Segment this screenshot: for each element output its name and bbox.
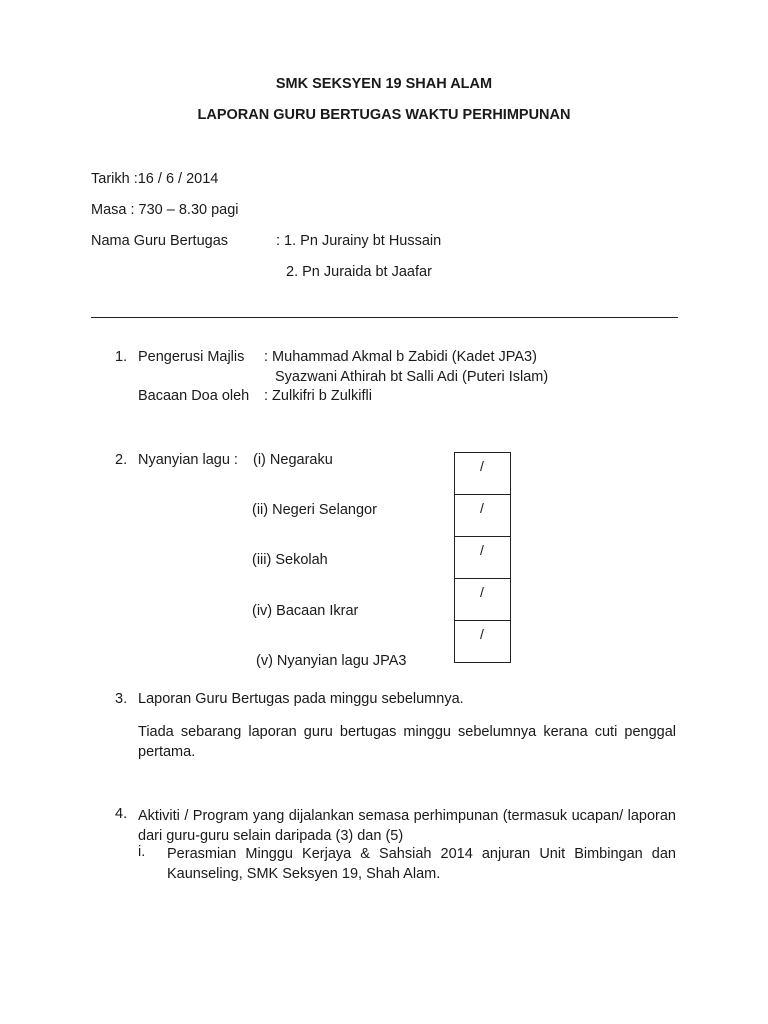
chair-name-1: : Muhammad Akmal b Zabidi (Kadet JPA3)	[264, 349, 537, 365]
song-item: (iii) Sekolah	[252, 552, 328, 568]
checklist-cell	[455, 579, 510, 621]
item-1-number: 1.	[115, 349, 128, 365]
chair-label: Pengerusi Majlis	[138, 349, 245, 365]
check-mark: /	[480, 458, 484, 474]
checklist-cell	[455, 537, 510, 579]
teachers-label: Nama Guru Bertugas	[91, 233, 229, 249]
item-4-title: Aktiviti / Program yang dijalankan semasa perhimpunan (termasuk ucapan/ laporan dari guru-guru selain daripada (3) dan (5)	[138, 808, 676, 844]
song-item: (i) Negaraku	[253, 452, 333, 468]
checklist-cell	[455, 495, 510, 537]
report-title: LAPORAN GURU BERTUGAS WAKTU PERHIMPUNAN	[197, 107, 571, 123]
teacher-2: 2. Pn Juraida bt Jaafar	[286, 264, 432, 280]
checklist-cell	[455, 453, 510, 495]
item-3-number: 3.	[115, 691, 128, 707]
checklist-cell	[455, 621, 510, 663]
prayer-name: : Zulkifri b Zulkifli	[264, 388, 372, 404]
chair-name-2: Syazwani Athirah bt Salli Adi (Puteri Islam)	[275, 369, 549, 385]
school-name: SMK SEKSYEN 19 SHAH ALAM	[275, 76, 493, 92]
item-3-body: Tiada sebarang laporan guru bertugas minggu sebelumnya kerana cuti penggal pertama.	[138, 724, 676, 760]
teacher-1: : 1. Pn Jurainy bt Hussain	[276, 233, 442, 249]
check-mark: /	[480, 542, 484, 558]
prayer-label: Bacaan Doa oleh	[138, 388, 250, 404]
song-item: (v) Nyanyian lagu JPA3	[256, 653, 407, 669]
check-mark: /	[480, 584, 484, 600]
divider-line	[91, 317, 678, 318]
song-item: (ii) Negeri Selangor	[252, 502, 377, 518]
song-item: (iv) Bacaan Ikrar	[252, 603, 359, 619]
item-4-number: 4.	[115, 806, 128, 822]
checklist-table	[454, 452, 511, 663]
report-time: Masa : 730 – 8.30 pagi	[91, 202, 239, 218]
check-mark: /	[480, 500, 484, 516]
sub-item-body: Perasmian Minggu Kerjaya & Sahsiah 2014 anjuran Unit Bimbingan dan Kaunseling, SMK Seksyen 19, Shah Alam.	[167, 846, 676, 882]
songs-label: Nyanyian lagu :	[138, 452, 238, 468]
check-mark: /	[480, 626, 484, 642]
item-3-title: Laporan Guru Bertugas pada minggu sebelumnya.	[138, 691, 464, 707]
item-2-number: 2.	[115, 452, 128, 468]
report-date: Tarikh :16 / 6 / 2014	[91, 171, 219, 187]
sub-item-number: i.	[138, 844, 146, 860]
